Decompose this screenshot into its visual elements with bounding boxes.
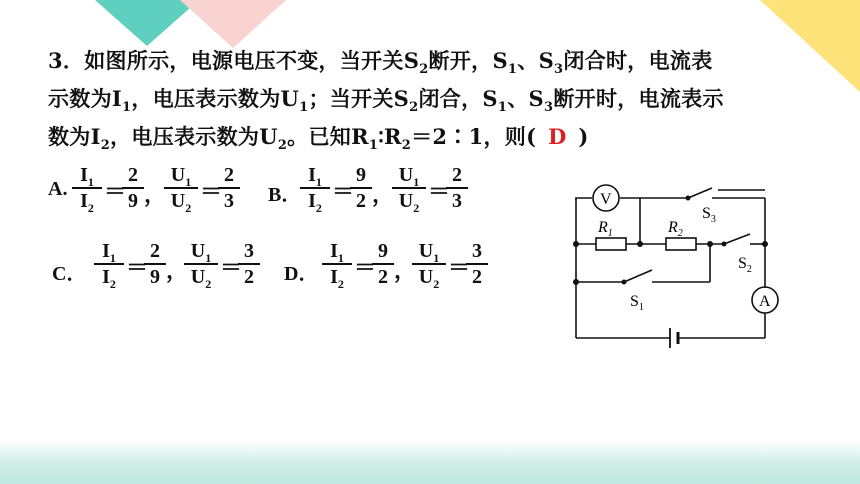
svg-text:S2: $S_2$: [738, 255, 752, 275]
r1-resistor: [596, 238, 626, 250]
option-c-voltage-ratio: $\frac{U_1}{U_2}$: [184, 239, 218, 289]
svg-text:S3: $S_3$: [702, 205, 716, 225]
r2-resistor: [666, 238, 696, 250]
option-d-current-value: $\frac{9}{2}$: [372, 239, 394, 289]
voltmeter-label: V: [600, 191, 612, 208]
option-c-voltage-value: $\frac{3}{2}$: [238, 239, 260, 289]
answer-choice: D: [548, 124, 567, 149]
s2-label: S: [738, 255, 747, 272]
option-a-label: A.: [48, 178, 68, 200]
option-d-label: D．: [284, 263, 319, 285]
s3-label: S: [702, 205, 711, 222]
equals-sign: ＝: [200, 179, 223, 204]
option-a-voltage-ratio: $\frac{U_1}{U_2}$: [164, 163, 198, 213]
decor-pink-triangle: [180, 0, 290, 50]
option-d-voltage-value: $\frac{3}{2}$: [466, 239, 488, 289]
svg-text:S1: $S_1$: [630, 293, 644, 313]
separator: ，: [166, 258, 189, 283]
ammeter-label: A: [759, 293, 771, 310]
decor-yellow-triangle: [760, 0, 860, 95]
equals-sign: ＝: [448, 255, 471, 280]
option-b-current-ratio: $\frac{I_1}{I_2}$: [300, 163, 330, 213]
equals-sign: ＝: [428, 179, 451, 204]
circuit-diagram: [560, 160, 790, 360]
s1-label: S: [630, 293, 639, 310]
separator: ，: [144, 182, 167, 207]
equals-sign: ＝: [126, 255, 149, 280]
option-d-voltage-ratio: $\frac{U_1}{U_2}$: [412, 239, 446, 289]
r2-label: R: [668, 219, 678, 236]
equals-sign: ＝: [104, 179, 127, 204]
separator: ，: [394, 258, 417, 283]
separator: ，: [372, 182, 395, 207]
r1-label: R: [598, 219, 608, 236]
footer-band: [0, 440, 860, 484]
equals-sign: ＝: [354, 255, 377, 280]
option-a-current-ratio: $\frac{I_1}{I_2}$: [72, 163, 102, 213]
option-b-voltage-ratio: $\frac{U_1}{U_2}$: [392, 163, 426, 213]
option-b-label: B．: [268, 184, 302, 206]
option-c-current-value: $\frac{2}{9}$: [144, 239, 166, 289]
equals-sign: ＝: [332, 179, 355, 204]
svg-text:R1: $R_1$: [598, 219, 613, 239]
option-b-voltage-value: $\frac{2}{3}$: [446, 163, 468, 213]
svg-text:R2: $R_2$: [668, 219, 683, 239]
question-line-1: 3．如图所示，电源电压不变，当开关$S_2$断开，$S_1$、$S_3$闭合时，电流表: [48, 48, 713, 78]
question-line-2: 示数为$I_1$，电压表示数为$U_1$；当开关$S_2$闭合，$S_1$、$S_3$断开时，电流表示: [48, 86, 724, 116]
option-c-current-ratio: $\frac{I_1}{I_2}$: [94, 239, 124, 289]
option-d-current-ratio: $\frac{I_1}{I_2}$: [322, 239, 352, 289]
option-c-label: C．: [52, 263, 87, 285]
question-line-3: 数为$I_2$，电压表示数为$U_2$。已知$R_1∶R_2=2∶1$，则( D ): [48, 124, 589, 154]
equals-sign: ＝: [220, 255, 243, 280]
option-b-current-value: $\frac{9}{2}$: [350, 163, 372, 213]
option-a-voltage-value: $\frac{2}{3}$: [218, 163, 240, 213]
option-a-current-value: $\frac{2}{9}$: [122, 163, 144, 213]
